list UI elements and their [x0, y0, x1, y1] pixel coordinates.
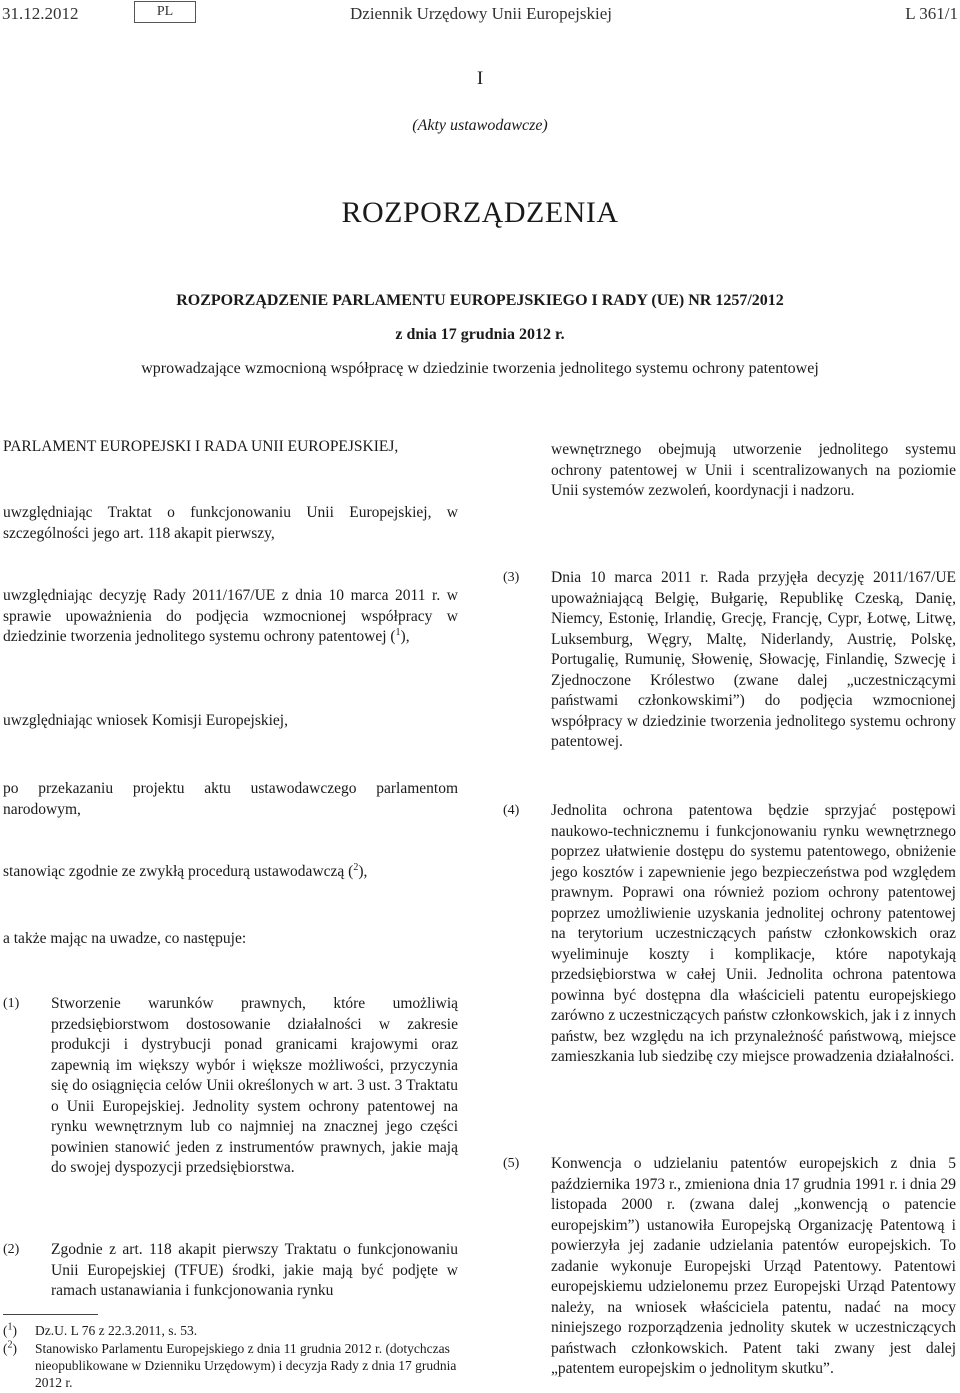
- recital-text: Jednolita ochrona patentowa będzie sprzyjać postępowi naukowo-technicznemu i funkcjonowaniu rynku wewnętrznego poprzez ułatwienie dostępu do systemu patentowego, obniżenie jego kosztów i zapewnienie jego bezpieczeństwa pod względem prawnym. Poprawi ona również poziom ochrony patentowej poprzez umożliwienie uzyskania jednolitej ochrony patentowej na terytorium uczestniczących państw członkowskich oraz wyeliminuje koszty i komplikacje, które napotykają przedsiębiorstwa w całej Unii. Jednolita ochrona patentowa powinna być dostępna dla właścicieli patentu europejskiego zarówno z uczestniczących państw członkowskich, jak i z innych państw, bez względu na ich przynależność państwową, miejsce zamieszkania lub siedzibę czy miejsce prowadzenia działalności.: [551, 802, 956, 1065]
- preamble-intro: PARLAMENT EUROPEJSKI I RADA UNII EUROPEJSKIEJ,: [3, 438, 399, 455]
- regulation-title: ROZPORZĄDZENIE PARLAMENTU EUROPEJSKIEGO I RADY (UE) NR 1257/2012: [176, 292, 784, 309]
- section-subtitle: (Akty ustawodawcze): [412, 117, 548, 134]
- footnote-separator: [3, 1314, 98, 1315]
- page-reference: L 361/1: [905, 4, 958, 23]
- whereas-clause: a także mając na uwadze, co następuje:: [3, 930, 247, 947]
- footnote-text: Dz.U. L 76 z 22.3.2011, s. 53.: [35, 1323, 198, 1338]
- citation-treaty: uwzględniając Traktat o funkcjonowaniu Unii Europejskiej, w szczególności jego art. 118 akapit pierwszy,: [3, 504, 458, 542]
- citation-council-decision: uwzględniając decyzję Rady 2011/167/UE z dnia 10 marca 2011 r. w sprawie upoważnienia do podjęcia wzmocnionej współpracy w dziedzinie tworzenia jednolitego systemu ochrony patentowej ($^1$),: [3, 587, 458, 645]
- recital-number: (2): [3, 1242, 20, 1257]
- recital-text: Dnia 10 marca 2011 r. Rada przyjęła decyzję 2011/167/UE upoważniającą Belgię, Bułgarię, Republikę Czeską, Danię, Niemcy, Estonię, Irlandię, Grecję, Francję, Cypr, Łotwę, Litwę, Luksemburg, Węgry, Maltę, Niderlandy, Austrię, Polskę, Portugalię, Rumunię, Słowenię, Słowację, Finlandię, Szwecję i Zjednoczone Królestwo (zwane dalej „uczestniczącymi państwami członkowskimi”) do podjęcia wzmocnionej współpracy w dziedzinie tworzenia jednolitego systemu ochrony patentowej.: [551, 569, 956, 750]
- citation-legislative-procedure: stanowiąc zgodnie ze zwykłą procedurą ustawodawczą ($^2$),: [3, 861, 368, 880]
- footnote-ref-2[interactable]: 2: [353, 861, 359, 873]
- recital-number: (4): [503, 803, 520, 818]
- publication-date: 31.12.2012: [2, 4, 79, 23]
- page-header: [0, 0, 960, 30]
- section-heading: ROZPORZĄDZENIA: [341, 196, 619, 229]
- footnote-ref-1[interactable]: 1: [395, 626, 401, 638]
- recital-number: (3): [503, 570, 520, 585]
- footnote-text: Stanowisko Parlamentu Europejskiego z dnia 11 grudnia 2012 r. (dotychczas nieopublikowane w Dzienniku Urzędowym) i decyzja Rady z dnia 17 grudnia 2012 r.: [35, 1341, 457, 1390]
- recital-text: Konwencja o udzielaniu patentów europejskich z dnia 5 października 1973 r., zmieniona dnia 17 grudnia 1991 r. i dnia 29 listopada 2000 r. (zwana dalej „konwencją o patencie europejskim”) ustanowiła Europejską Organizację Patentową i powierzyła jej zadanie udzielania patentów europejskich. To zadanie wykonuje Europejski Urząd Patentowy. Patentowi europejskiemu udzielonemu przez Europejski Urząd Patentowy należy, na wniosek właściciela patentu, nadać na mocy niniejszego rozporządzenia jednolity skutek w uczestniczących państwach członkowskich. Patent taki zwany jest dalej „patentem europejskim o jednolitym skutku”.: [551, 1155, 956, 1377]
- citation-commission-proposal: uwzględniając wniosek Komisji Europejskiej,: [3, 712, 288, 729]
- recital-text: Zgodnie z art. 118 akapit pierwszy Traktatu o funkcjonowaniu Unii Europejskiej (TFUE) środki, jakie mają być podjęte w ramach ustanawiania i funkcjonowania rynku: [51, 1241, 458, 1299]
- section-number: I: [476, 68, 484, 89]
- regulation-subject: wprowadzające wzmocnioną współpracę w dziedzinie tworzenia jednolitego systemu ochrony patentowej: [141, 360, 819, 377]
- recital-text: Stworzenie warunków prawnych, które umożliwią przedsiębiorstwom dostosowanie działalności w zakresie produkcji i dystrybucji ponad granicami krajowymi oraz zapewnią im większy wybór i większe możliwości, przyczynia się do osiągnięcia celów Unii określonych w art. 3 ust. 3 Traktatu o Unii Europejskiej. Jednolity system ochrony patentowej na rynku wewnętrznym lub co najmniej na znacznej jego części powinien stanowić jeden z instrumentów prawnych, jakie mają do swojej dyspozycji przedsiębiorstwa.: [51, 995, 458, 1176]
- recital-2-continuation: wewnętrznego obejmują utworzenie jednolitego systemu ochrony patentowej w Unii i scentralizowanych na poziomie Unii systemów zezwoleń, koordynacji i nadzoru.: [551, 441, 956, 499]
- citation-national-parliaments: po przekazaniu projektu aktu ustawodawczego parlamentom narodowym,: [3, 780, 458, 818]
- regulation-date: z dnia 17 grudnia 2012 r.: [395, 326, 565, 343]
- recital-number: (1): [3, 996, 20, 1011]
- journal-title: Dziennik Urzędowy Unii Europejskiej: [350, 4, 613, 23]
- language-badge: PL: [134, 1, 196, 23]
- recital-number: (5): [503, 1156, 520, 1171]
